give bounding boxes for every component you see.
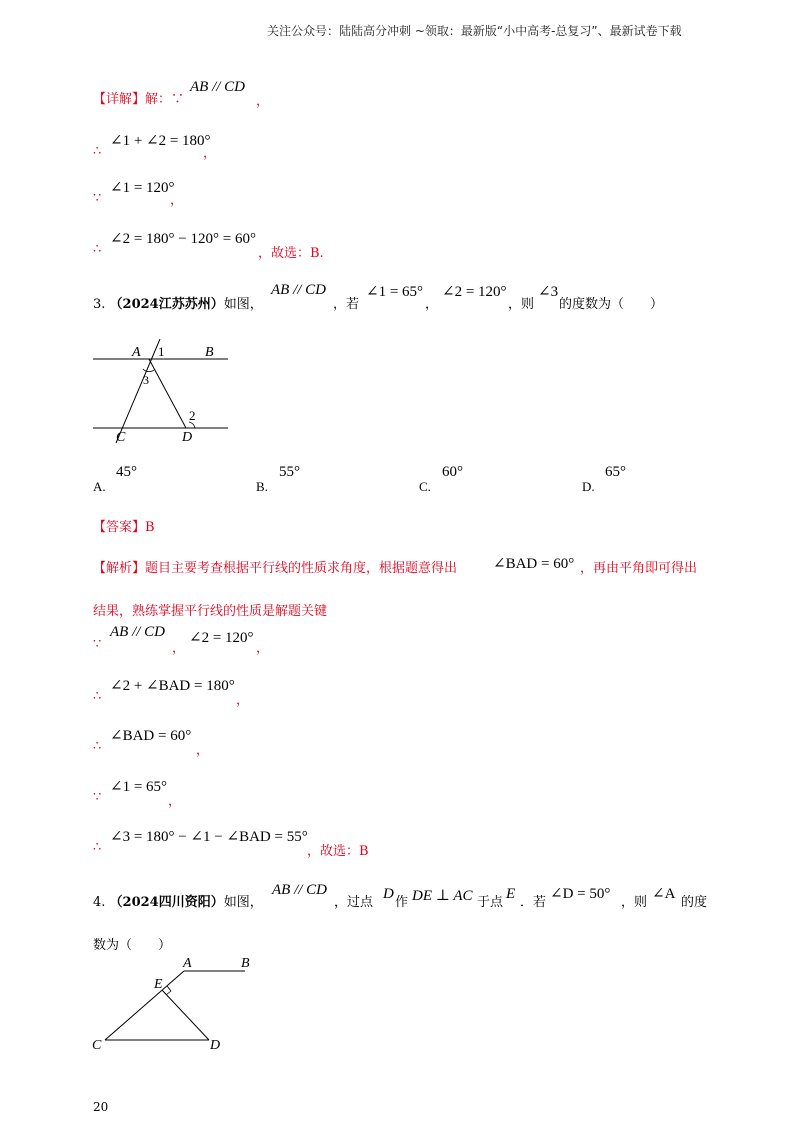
q3-option-c-letter: C. <box>419 479 431 494</box>
q3-label-c: C <box>116 430 126 445</box>
q3-answer-value: B <box>145 520 155 535</box>
q3-stem-e: 的度数为（ ） <box>559 297 664 312</box>
q3-math-3: ∠2 = 120° <box>442 284 507 300</box>
q4-stem-d: 于点 <box>477 895 504 910</box>
q3-option-b-letter: B. <box>256 479 268 494</box>
q3-label-1: 1 <box>158 344 165 359</box>
detail-therefore-2: ∴ <box>93 144 102 159</box>
q3-analysis-a: 题目主要考查根据平行线的性质求角度，根据题意得出 <box>145 561 458 576</box>
q4-stem-f: ，则 <box>621 895 648 910</box>
q3-step-1-mid: ， <box>172 641 186 656</box>
detail-tail-4: ，故选：B. <box>258 246 324 261</box>
q3-step-5-math: ∠3 = 180° − ∠1 − ∠BAD = 55° <box>110 829 308 845</box>
q4-right-angle-mark <box>166 986 171 995</box>
q3-stem-start <box>93 293 263 312</box>
q3-analysis-line-2: 结果，熟练掌握平行线的性质是解题关键 <box>93 604 328 619</box>
q3-step-3-tail: ， <box>196 743 210 758</box>
q3-step-1-sym: ∵ <box>93 637 102 652</box>
q3-step-2-sym: ∴ <box>93 689 102 704</box>
q3-step-5-tail: ，故选：B <box>307 844 369 859</box>
q4-label-a: A <box>183 956 192 971</box>
q4-math-3: DE ⊥ AC <box>412 888 473 904</box>
q3-step-2-math: ∠2 + ∠BAD = 180° <box>110 678 235 694</box>
q3-step-4-math: ∠1 = 65° <box>110 779 168 795</box>
q3-stem-a: 如图， <box>223 297 263 312</box>
q3-answer-tag: 【答案】 <box>93 520 146 535</box>
q3-step-5-sym: ∴ <box>93 840 102 855</box>
detail-tail-1: ， <box>256 94 270 109</box>
q4-math-4: E <box>506 886 516 902</box>
page-header: 关注公众号：陆陆高分冲刺 ~领取：最新版“小中高考-总复习”、最新试卷下载 <box>267 24 682 38</box>
q4-math-2: D <box>383 886 394 902</box>
q4-stem-b: ，过点 <box>334 895 374 910</box>
detail-math-1: AB // CD <box>190 79 245 95</box>
q3-stem-d: ，则 <box>508 297 535 312</box>
q3-answer <box>93 516 155 535</box>
q4-source: （2024四川资阳） <box>109 895 224 910</box>
detail-tail-3: ， <box>170 193 184 208</box>
q3-math-1: AB // CD <box>271 282 326 298</box>
q3-label-2: 2 <box>189 408 196 423</box>
q3-step-1-math-2: ∠2 = 120° <box>189 630 254 646</box>
q4-label-b: B <box>241 956 250 971</box>
q3-analysis-tag: 【解析】 <box>93 561 146 576</box>
page-number: 20 <box>93 1100 109 1114</box>
detail-math-3: ∠1 = 120° <box>110 180 175 196</box>
q3-step-1-tail: ， <box>256 641 270 656</box>
q3-label-3: 3 <box>143 373 149 387</box>
q3-option-d-value: 65° <box>605 464 626 480</box>
q3-math-2: ∠1 = 65° <box>366 284 424 300</box>
detail-math-4: ∠2 = 180° − 120° = 60° <box>110 231 256 247</box>
q3-label-b: B <box>205 345 214 360</box>
q3-number: 3. <box>93 297 106 312</box>
q3-step-3-math: ∠BAD = 60° <box>110 728 192 744</box>
q3-label-a: A <box>132 345 141 360</box>
q4-math-6: ∠A <box>652 886 676 902</box>
q4-number: 4. <box>93 895 106 910</box>
q4-stem-line-2: 数为（ ） <box>93 938 172 953</box>
detail-tag: 【详解】 <box>93 92 146 107</box>
q3-option-a-value: 45° <box>116 464 137 480</box>
q3-analysis-math: ∠BAD = 60° <box>493 556 575 572</box>
q3-option-a-letter: A. <box>93 479 106 494</box>
q3-option-c-value: 60° <box>442 464 463 480</box>
q3-figure <box>85 335 235 450</box>
q4-label-e: E <box>154 977 163 992</box>
q3-analysis-line-1 <box>93 557 457 576</box>
q4-stem-c: 作 <box>395 895 409 910</box>
q3-step-1-math: AB // CD <box>110 624 165 640</box>
q4-label-c: C <box>92 1038 102 1053</box>
q3-stem-b: ，若 <box>333 297 360 312</box>
q4-stem-start <box>93 891 263 910</box>
q4-segment-de <box>162 990 209 1040</box>
q3-angle-3-arc <box>143 369 155 372</box>
q4-math-5: ∠D = 50° <box>550 886 611 902</box>
q4-label-d: D <box>210 1038 221 1053</box>
detail-therefore-4: ∴ <box>93 242 102 257</box>
detail-line-1 <box>93 88 184 107</box>
detail-tail-2: ， <box>203 146 217 161</box>
q4-figure <box>85 950 270 1060</box>
q3-source: （2024江苏苏州） <box>109 297 224 312</box>
q4-math-1: AB // CD <box>272 882 327 898</box>
q3-step-4-sym: ∵ <box>93 790 102 805</box>
q4-stem-e: ．若 <box>520 895 547 910</box>
q3-math-4: ∠3 <box>538 284 559 300</box>
q4-segment-ca <box>105 971 184 1040</box>
q3-step-2-tail: ， <box>236 693 250 708</box>
q3-option-b-value: 55° <box>279 464 300 480</box>
detail-math-2: ∠1 + ∠2 = 180° <box>110 133 211 149</box>
q3-analysis-b: ，再由平角即可得出 <box>580 561 698 576</box>
q3-step-3-sym: ∴ <box>93 739 102 754</box>
q3-label-d: D <box>182 430 193 445</box>
q3-option-d-letter: D. <box>582 479 595 494</box>
detail-prefix: 解：∵ <box>145 92 185 107</box>
detail-because-3: ∵ <box>93 191 102 206</box>
q4-stem-a: 如图， <box>223 895 263 910</box>
q3-step-4-tail: ， <box>168 794 182 809</box>
q3-stem-c: ， <box>425 297 439 312</box>
q4-stem-g: 的度 <box>681 895 708 910</box>
